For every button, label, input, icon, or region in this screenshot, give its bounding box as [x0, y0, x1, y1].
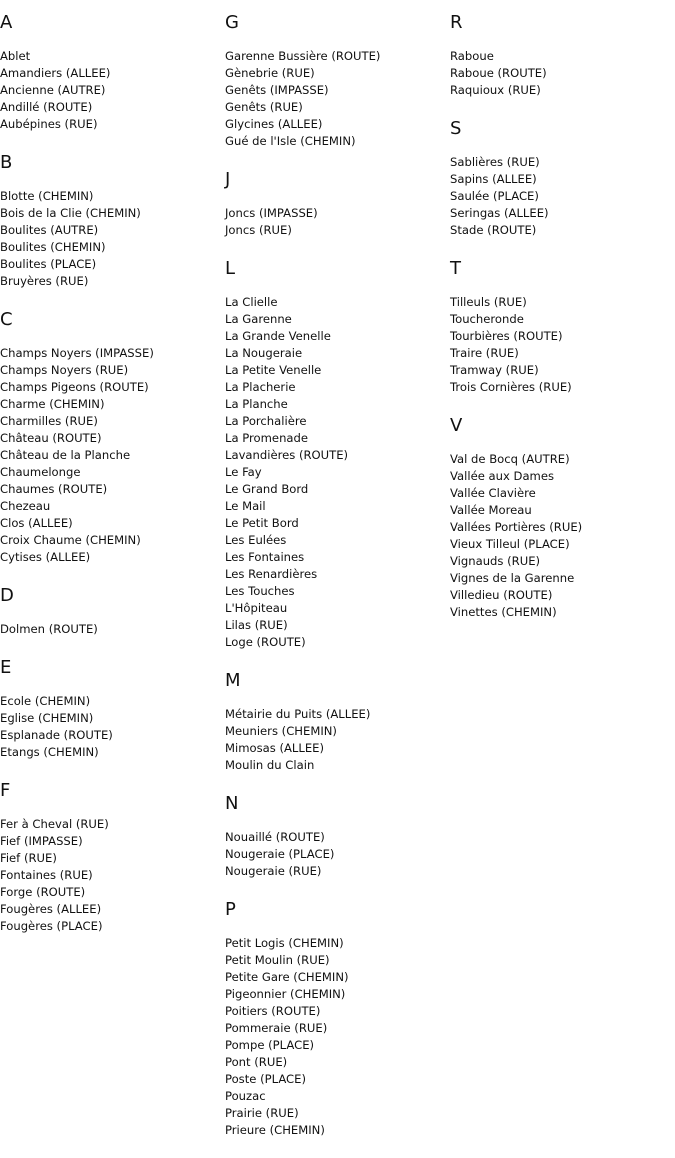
street-item: Vignauds (RUE) [450, 554, 541, 568]
street-item: Toucheronde [450, 312, 524, 326]
street-item: Chezeau [0, 499, 51, 513]
letter-group-b [0, 152, 222, 290]
letter-group-c [0, 309, 222, 566]
street-item: Meuniers (CHEMIN) [225, 724, 337, 738]
street-item: Ancienne (AUTRE) [0, 83, 106, 97]
street-item: Esplanade (ROUTE) [0, 728, 113, 742]
street-item: Les Fontaines [225, 550, 305, 564]
street-item: La Nougeraie [225, 346, 303, 360]
street-item: Nougeraie (PLACE) [225, 847, 335, 861]
letter-group-j [225, 169, 447, 239]
letter-group-n [225, 793, 447, 880]
letter-group-g [225, 12, 447, 150]
street-item: Villedieu (ROUTE) [450, 588, 553, 602]
street-list [450, 294, 672, 396]
letter-heading: G [225, 12, 239, 33]
street-item: Pont (RUE) [225, 1055, 288, 1069]
street-item: Boulites (CHEMIN) [0, 240, 106, 254]
street-item: Petit Moulin (RUE) [225, 953, 330, 967]
street-item: Moulin du Clain [225, 758, 315, 772]
street-item: La Petite Venelle [225, 363, 322, 377]
street-item: Le Fay [225, 465, 262, 479]
street-item: Les Eulées [225, 533, 287, 547]
street-item: Pigeonnier (CHEMIN) [225, 987, 346, 1001]
street-item: Les Renardières [225, 567, 318, 581]
letter-heading: B [0, 152, 13, 173]
street-list [0, 345, 222, 566]
letter-heading: T [450, 258, 461, 279]
letter-group-v [450, 415, 672, 621]
street-item: Poste (PLACE) [225, 1072, 306, 1086]
street-item: Le Petit Bord [225, 516, 299, 530]
street-item: Nouaillé (ROUTE) [225, 830, 325, 844]
index-column-3 [450, 12, 672, 640]
letter-heading: V [450, 415, 463, 436]
street-item: Amandiers (ALLEE) [0, 66, 111, 80]
street-list [225, 294, 447, 651]
street-item: Fief (IMPASSE) [0, 834, 83, 848]
street-item: Gènebrie (RUE) [225, 66, 315, 80]
street-item: Clos (ALLEE) [0, 516, 73, 530]
letter-group-a [0, 12, 222, 133]
letter-group-s [450, 118, 672, 239]
street-item: Joncs (IMPASSE) [225, 206, 318, 220]
street-item: Dolmen (ROUTE) [0, 622, 98, 636]
street-item: Blotte (CHEMIN) [0, 189, 94, 203]
street-list [0, 188, 222, 290]
street-item: Cytises (ALLEE) [0, 550, 91, 564]
street-item: Château (ROUTE) [0, 431, 102, 445]
street-item: Vallée Clavière [450, 486, 536, 500]
street-item: Garenne Bussière (ROUTE) [225, 49, 381, 63]
street-item: Etangs (CHEMIN) [0, 745, 99, 759]
street-item: Charme (CHEMIN) [0, 397, 105, 411]
street-item: Les Touches [225, 584, 295, 598]
street-list [225, 706, 447, 774]
index-column-1 [0, 12, 222, 954]
letter-heading: N [225, 793, 239, 814]
street-item: Raquioux (RUE) [450, 83, 541, 97]
street-item: Prairie (RUE) [225, 1106, 299, 1120]
letter-heading: S [450, 118, 462, 139]
letter-heading: L [225, 258, 236, 279]
street-item: Vignes de la Garenne [450, 571, 575, 585]
letter-group-l [225, 258, 447, 651]
street-item: Joncs (RUE) [225, 223, 292, 237]
street-item: Genêts (RUE) [225, 100, 303, 114]
street-item: La Clielle [225, 295, 278, 309]
street-item: Pommeraie (RUE) [225, 1021, 328, 1035]
street-item: Chaumes (ROUTE) [0, 482, 108, 496]
letter-group-f [0, 780, 222, 935]
street-item: Eglise (CHEMIN) [0, 711, 94, 725]
street-item: Ecole (CHEMIN) [0, 694, 91, 708]
street-item: Petit Logis (CHEMIN) [225, 936, 344, 950]
street-list [450, 451, 672, 621]
street-item: Fougères (ALLEE) [0, 902, 102, 916]
street-item: Saulée (PLACE) [450, 189, 539, 203]
street-item: Ablet [0, 49, 31, 63]
street-item: Charmilles (RUE) [0, 414, 98, 428]
street-list [225, 48, 447, 150]
street-item: Lilas (RUE) [225, 618, 288, 632]
letter-group-e [0, 657, 222, 761]
street-item: Fief (RUE) [0, 851, 57, 865]
street-item: Le Grand Bord [225, 482, 309, 496]
street-item: Mimosas (ALLEE) [225, 741, 325, 755]
letter-heading: A [0, 12, 13, 33]
street-item: Boulites (AUTRE) [0, 223, 99, 237]
street-list [0, 48, 222, 133]
street-item: Loge (ROUTE) [225, 635, 306, 649]
letter-group-t [450, 258, 672, 396]
street-item: Seringas (ALLEE) [450, 206, 549, 220]
street-list [225, 205, 447, 239]
street-list [0, 693, 222, 761]
street-list [0, 621, 222, 638]
letter-group-r [450, 12, 672, 99]
street-item: Petite Gare (CHEMIN) [225, 970, 349, 984]
letter-group-d [0, 585, 222, 638]
street-item: Prieure (CHEMIN) [225, 1123, 325, 1137]
street-list [225, 829, 447, 880]
street-item: Raboue [450, 49, 494, 63]
street-item: Val de Bocq (AUTRE) [450, 452, 570, 466]
street-item: La Planche [225, 397, 288, 411]
letter-heading: P [225, 899, 236, 920]
street-item: Vieux Tilleul (PLACE) [450, 537, 570, 551]
letter-heading: F [0, 780, 11, 801]
street-item: Vallées Portières (RUE) [450, 520, 583, 534]
street-item: Fougères (PLACE) [0, 919, 103, 933]
street-item: Boulites (PLACE) [0, 257, 97, 271]
street-item: L'Hôpiteau [225, 601, 288, 615]
street-item: Glycines (ALLEE) [225, 117, 323, 131]
street-item: Fer à Cheval (RUE) [0, 817, 109, 831]
street-item: Château de la Planche [0, 448, 131, 462]
street-item: Aubépines (RUE) [0, 117, 98, 131]
street-item: La Grande Venelle [225, 329, 331, 343]
street-list [0, 816, 222, 935]
street-item: Fontaines (RUE) [0, 868, 93, 882]
letter-heading: C [0, 309, 13, 330]
street-item: Pompe (PLACE) [225, 1038, 315, 1052]
street-item: Champs Noyers (RUE) [0, 363, 129, 377]
street-item: Genêts (IMPASSE) [225, 83, 329, 97]
street-item: Champs Noyers (IMPASSE) [0, 346, 154, 360]
street-item: Champs Pigeons (ROUTE) [0, 380, 149, 394]
street-item: Nougeraie (RUE) [225, 864, 322, 878]
letter-heading: D [0, 585, 14, 606]
street-item: Stade (ROUTE) [450, 223, 537, 237]
index-column-2 [225, 12, 447, 1158]
letter-group-p [225, 899, 447, 1139]
street-item: Sapins (ALLEE) [450, 172, 537, 186]
street-item: Bois de la Clie (CHEMIN) [0, 206, 141, 220]
street-item: Pouzac [225, 1089, 266, 1103]
street-item: Trois Cornières (RUE) [450, 380, 572, 394]
letter-heading: E [0, 657, 12, 678]
street-item: Lavandières (ROUTE) [225, 448, 349, 462]
street-item: La Porchalière [225, 414, 307, 428]
street-item: Gué de l'Isle (CHEMIN) [225, 134, 356, 148]
street-item: Le Mail [225, 499, 266, 513]
street-item: Andillé (ROUTE) [0, 100, 93, 114]
street-item: Chaumelonge [0, 465, 81, 479]
street-item: Raboue (ROUTE) [450, 66, 547, 80]
street-item: Vallée aux Dames [450, 469, 555, 483]
street-item: Tourbières (ROUTE) [450, 329, 563, 343]
street-list [225, 935, 447, 1139]
letter-heading: J [225, 169, 231, 190]
street-item: La Placherie [225, 380, 296, 394]
street-item: Poitiers (ROUTE) [225, 1004, 321, 1018]
street-item: Sablières (RUE) [450, 155, 540, 169]
letter-heading: R [450, 12, 463, 33]
street-item: La Garenne [225, 312, 292, 326]
street-item: La Promenade [225, 431, 309, 445]
street-item: Forge (ROUTE) [0, 885, 86, 899]
street-list [450, 154, 672, 239]
street-item: Vallée Moreau [450, 503, 532, 517]
letter-heading: M [225, 670, 241, 691]
street-item: Tilleuls (RUE) [450, 295, 527, 309]
street-item: Croix Chaume (CHEMIN) [0, 533, 141, 547]
street-item: Traire (RUE) [450, 346, 519, 360]
street-item: Bruyères (RUE) [0, 274, 89, 288]
letter-group-m [225, 670, 447, 774]
street-item: Métairie du Puits (ALLEE) [225, 707, 371, 721]
street-item: Vinettes (CHEMIN) [450, 605, 557, 619]
street-list [450, 48, 672, 99]
street-item: Tramway (RUE) [450, 363, 539, 377]
